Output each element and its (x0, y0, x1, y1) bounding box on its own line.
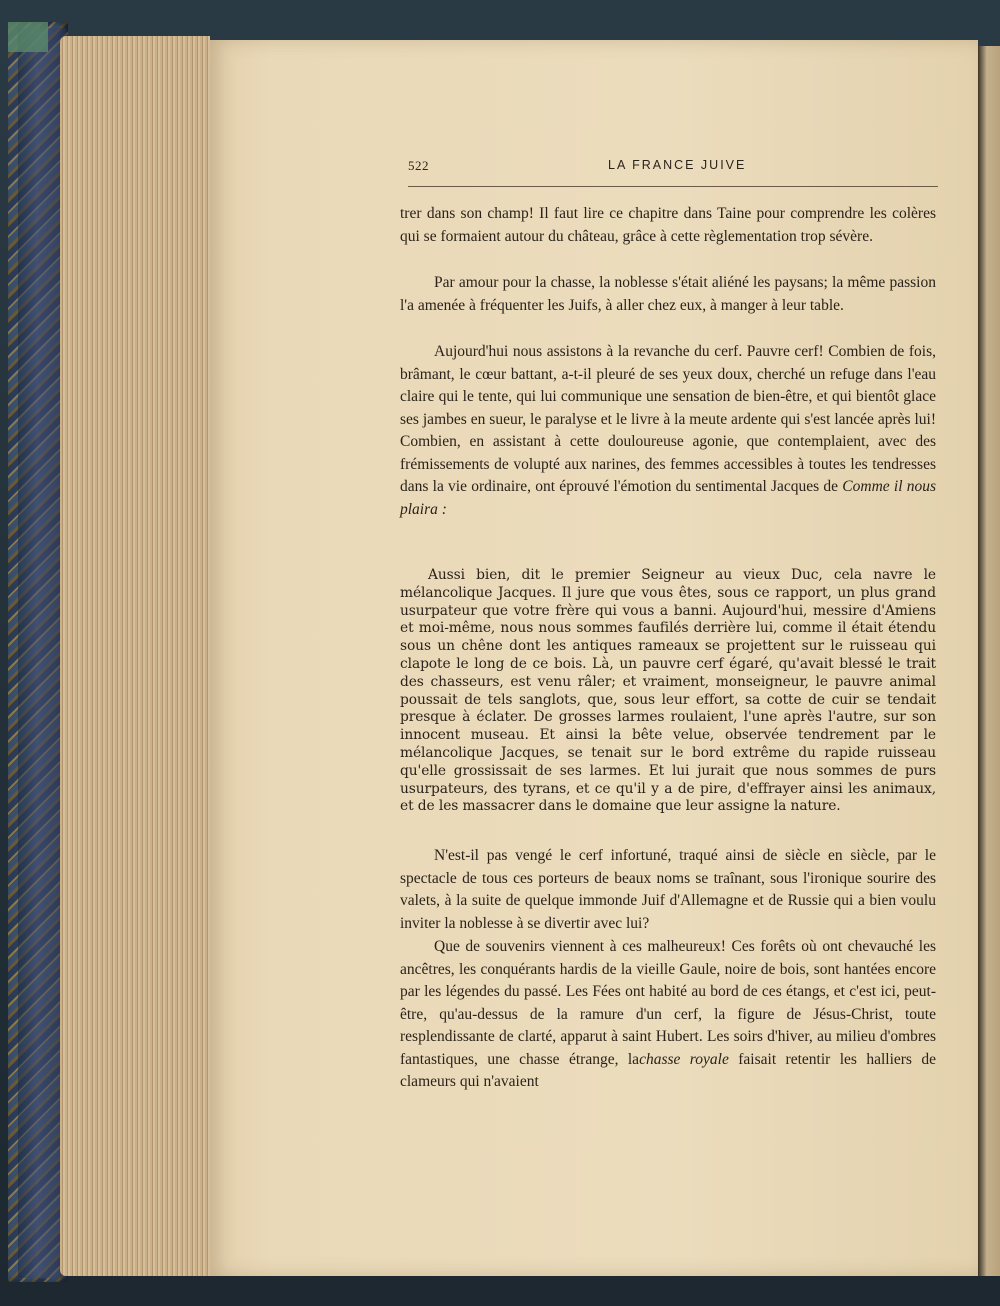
paragraph-4-text: N'est-il pas vengé le cerf infortuné, traqué ainsi de siècle en siècle, par le spectacle de tous ces porteurs de beaux noms se traînant, sous l'ironique sourire des valets, à la suite de quelque immonde Juif d'Allemagne et de Russie qui a bien voulu inviter la noblesse à se divertir avec lui? (400, 847, 936, 932)
block-quote (400, 567, 936, 816)
paragraph-5-text (400, 936, 936, 1094)
running-title: LA FRANCE JUIVE (608, 158, 747, 172)
paragraph-1 (400, 203, 936, 248)
paragraph-4 (400, 845, 936, 935)
paragraph-3-text (400, 341, 936, 521)
paragraph-5-end: faisait retentir les halliers de clameurs qui n'avaient (400, 1050, 936, 1090)
paragraph-3-main: Aujourd'hui nous assistons à la revanche du cerf. Pauvre cerf! Combien de fois, brâmant, le cœur battant, a-t-il pleuré de ses yeux doux, cherché un refuge dans l'eau claire qui le tente, qui lui communique une sensation de bien-être, et qui bientôt glace ses jambes en sueur, le paralyse et le livre à la meute ardente qui s'est lancée après lui! Combien, en assistant à cette douloureuse agonie, que contemplaient, avec des frémissements de volupté aux narines, des femmes accessibles à toutes les tendresses dans la vie ordinaire, ont éprouvé l'émotion du sentimental Jacques de (400, 343, 936, 495)
paragraph-5-main: Que de souvenirs viennent à ces malheureux! Ces forêts où ont chevauché les ancêtres, les conquérants hardis de la vieille Gaule, noire de bois, sont hantées encore par les légendes du passé. Les Fées ont habité au bord de ces étangs, et c'est ici, peut-être, qu'au-dessus de la ramure d'un cerf, la figure de Jésus-Christ, toute resplendissante de clarté, apparut à saint Hubert. Les soirs d'hiver, au milieu d'ombres fantastiques, une chasse étrange, la (400, 938, 936, 1068)
chasse-royale: chasse royale (639, 1050, 729, 1068)
paragraph-1-text: trer dans son champ! Il faut lire ce chapitre dans Taine pour comprendre les colères qui se formaient autour du château, grâce à cette règlementation trop sévère. (400, 205, 936, 245)
book-cover-edge (18, 28, 66, 1278)
block-quote-text: Aussi bien, dit le premier Seigneur au vieux Duc, cela navre le mélancolique Jacques. Il jure que vous êtes, sous ce rapport, un plus grand usurpateur que votre frère qui vous a banni. Aujourd'hui, messire d'Amiens et moi-même, nous nous sommes faufilés derrière lui, comme il était étendu sous un chêne dont les antiques rameaux se projettent sur le ruisseau qui clapote le long de ce bois. Là, un pauvre cerf égaré, qu'avait blessé le trait des chasseurs, est venu râler; et vraiment, monseigneur, le pauvre animal poussait de tels sanglots, que, sous leur effort, sa cotte de cuir se tendait presque à éclater. De grosses larmes roulaient, l'une après l'autre, sur son innocent museau. Et ainsi la bête velue, observée tendrement par le mélancolique Jacques, se tenait sur le bord extrême du rapide ruisseau qu'elle grossissait de ses larmes. Et lui jurait que nous sommes de purs usurpateurs, des tyrans, et ce qu'il y a de pire, d'effrayer ainsi les animaux, et de les massacrer dans le domaine que leur assigne la nature. (400, 567, 936, 815)
paragraph-3 (400, 341, 936, 521)
page-number: 522 (408, 158, 429, 173)
paragraph-2 (400, 272, 936, 317)
play-title: Comme il nous plaira : (400, 478, 937, 518)
paragraph-5 (400, 936, 936, 1094)
facing-page-edge (978, 46, 1000, 1276)
paragraph-2-text: Par amour pour la chasse, la noblesse s'était aliéné les paysans; la même passion l'a amenée à fréquenter les Juifs, à aller chez eux, à manger à leur table. (400, 274, 936, 314)
page-header (408, 152, 938, 187)
cover-corner-tab (8, 22, 48, 52)
page-block-edges (60, 36, 210, 1276)
